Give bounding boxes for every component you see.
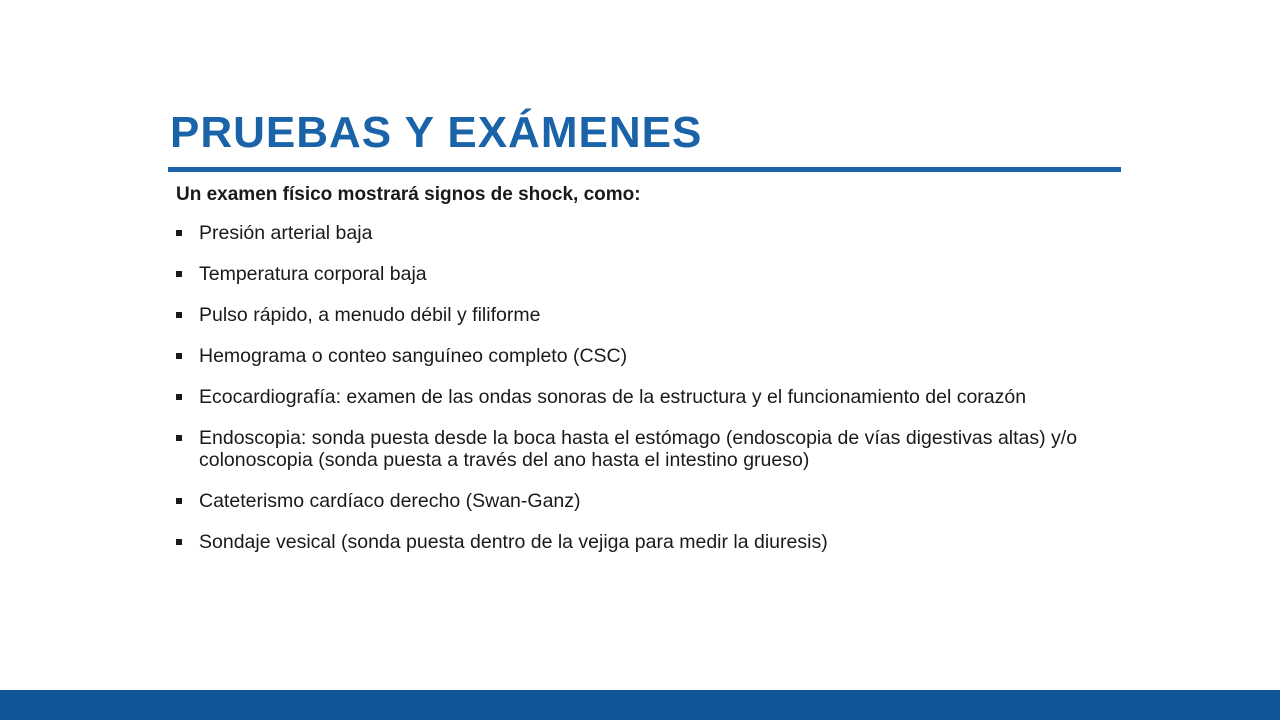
bullet-item: [176, 531, 1096, 553]
bullet-text: Pulso rápido, a menudo débil y filiforme: [199, 304, 541, 326]
bullet-item: [176, 263, 1096, 285]
square-bullet-icon: [176, 394, 182, 400]
square-bullet-icon: [176, 498, 182, 504]
bullet-text: Hemograma o conteo sanguíneo completo (CSC): [199, 345, 628, 367]
bullet-text: Sondaje vesical (sonda puesta dentro de la vejiga para medir la diuresis): [199, 531, 828, 553]
bullet-item: [176, 427, 1096, 471]
bullet-item: [176, 490, 1096, 512]
square-bullet-icon: [176, 353, 182, 359]
square-bullet-icon: [176, 539, 182, 545]
square-bullet-icon: [176, 312, 182, 318]
bullet-item: [176, 304, 1096, 326]
bullet-item: [176, 386, 1096, 408]
bullet-item: [176, 222, 1096, 244]
bullet-text: Ecocardiografía: examen de las ondas sonoras de la estructura y el funcionamiento del corazón: [199, 386, 1027, 408]
bullet-text: Endoscopia: sonda puesta desde la boca hasta el estómago (endoscopia de vías digestivas altas) y/o colonoscopia (sonda puesta a través del ano hasta el intestino grueso): [199, 427, 1078, 471]
square-bullet-icon: [176, 435, 182, 441]
intro-text: Un examen físico mostrará signos de shock, como:: [176, 184, 641, 205]
square-bullet-icon: [176, 230, 182, 236]
bottom-accent-bar: [0, 690, 1280, 720]
slide-body: [176, 182, 1096, 572]
title-underline: [168, 167, 1121, 172]
slide-title: PRUEBAS Y EXÁMENES: [170, 108, 703, 157]
bullet-list: [176, 222, 1096, 553]
bullet-text: Presión arterial baja: [199, 222, 373, 244]
bullet-item: [176, 345, 1096, 367]
bullet-text: Cateterismo cardíaco derecho (Swan-Ganz): [199, 490, 581, 512]
bullet-text: Temperatura corporal baja: [199, 263, 427, 285]
square-bullet-icon: [176, 271, 182, 277]
